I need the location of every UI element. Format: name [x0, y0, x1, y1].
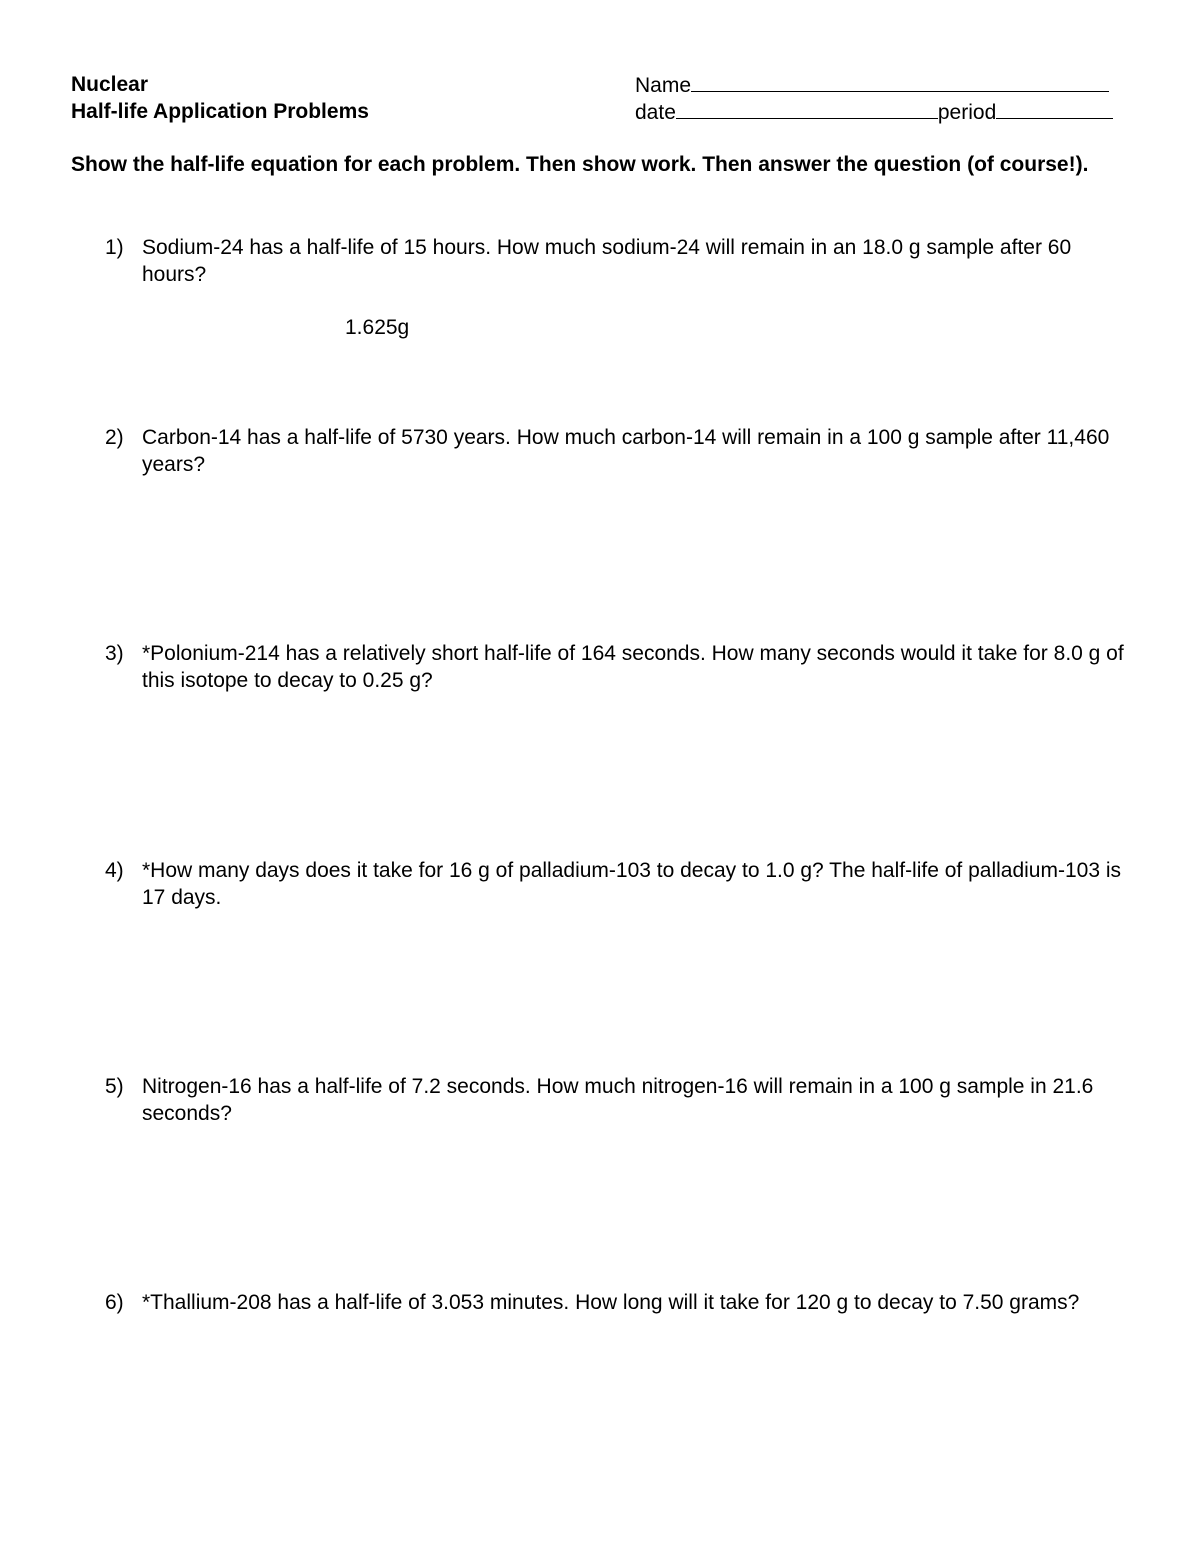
question-text: *Polonium-214 has a relatively short half-life of 164 seconds. How many seconds would it take for 8.0 g of this isotope to decay to 0.25 g? [142, 642, 1124, 692]
question-4 [105, 857, 1135, 911]
question-text: *Thallium-208 has a half-life of 3.053 minutes. How long will it take for 120 g to decay to 7.50 grams? [142, 1291, 1080, 1314]
question-number: 1) [105, 236, 124, 259]
question-text: Nitrogen-16 has a half-life of 7.2 seconds. How much nitrogen-16 will remain in a 100 g sample in 21.6 seconds? [142, 1075, 1094, 1125]
question-5 [105, 1073, 1135, 1127]
name-blank-line[interactable] [691, 71, 1109, 92]
question-1 [105, 234, 1135, 288]
date-label: date [635, 101, 676, 124]
worksheet-title: Half-life Application Problems [71, 100, 369, 123]
question-6 [105, 1289, 1135, 1316]
question-text: Sodium-24 has a half-life of 15 hours. How much sodium-24 will remain in an 18.0 g sample after 60 hours? [142, 236, 1072, 286]
question-number: 6) [105, 1291, 124, 1314]
date-blank-line[interactable] [676, 98, 938, 119]
name-field[interactable] [635, 71, 1109, 100]
question-text: Carbon-14 has a half-life of 5730 years. How much carbon-14 will remain in a 100 g sample after 11,460 years? [142, 426, 1110, 476]
question-text: *How many days does it take for 16 g of palladium-103 to decay to 1.0 g? The half-life of palladium-103 is 17 days. [142, 859, 1122, 909]
name-label: Name [635, 74, 692, 97]
period-label: period [937, 101, 997, 124]
answer-1: 1.625g [345, 316, 410, 339]
period-blank-line[interactable] [996, 98, 1113, 119]
instructions: Show the half-life equation for each problem. Then show work. Then answer the question (of course!). [71, 153, 1089, 176]
date-period-field[interactable] [635, 98, 1113, 127]
question-number: 3) [105, 642, 124, 665]
course-label: Nuclear [71, 73, 149, 96]
question-3 [105, 640, 1135, 694]
question-number: 4) [105, 859, 124, 882]
question-number: 5) [105, 1075, 124, 1098]
question-2 [105, 424, 1135, 478]
question-number: 2) [105, 426, 124, 449]
